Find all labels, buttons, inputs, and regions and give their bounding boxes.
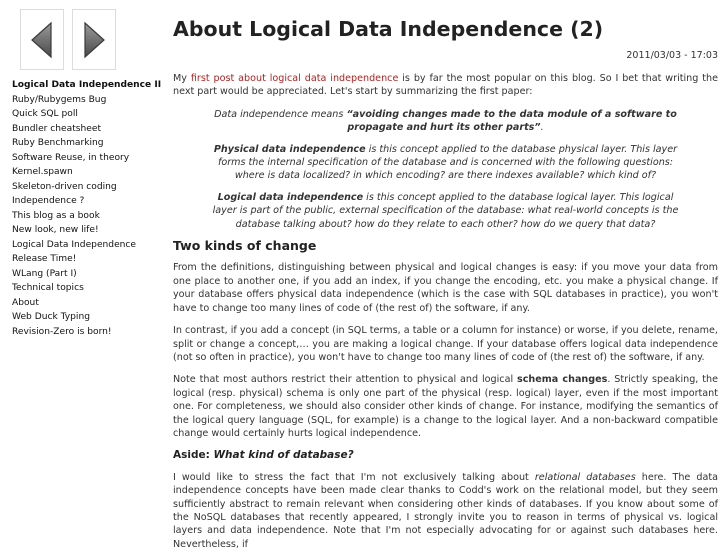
sidebar xyxy=(0,0,160,545)
sidebar-item[interactable]: Kernel.spawn xyxy=(12,167,73,177)
sidebar-item[interactable]: Bundler cheatsheet xyxy=(12,123,102,134)
intro-text-rest: is by far the most popular on this blog. So I bet that writing the next part would be appreciated. Let's start by summarizing the first paper: xyxy=(173,73,718,98)
quote-emphasis: “avoiding changes made to the data module of a software to propagate and hurt its other parts” xyxy=(346,108,677,134)
intro-text: My xyxy=(173,73,191,84)
aside-heading xyxy=(173,449,718,462)
sidebar-item[interactable]: Ruby/Rubygems Bug xyxy=(12,94,107,105)
chevron-left-icon xyxy=(29,21,55,59)
sidebar-item[interactable]: WLang (Part I) xyxy=(12,268,77,279)
chevron-right-icon xyxy=(81,21,107,59)
sidebar-item[interactable]: Ruby Benchmarking xyxy=(12,138,104,148)
paragraph-text: I would like to stress the fact that I'm not exclusively talking about xyxy=(173,471,535,483)
sidebar-item[interactable]: Web Duck Typing xyxy=(12,312,90,322)
next-post-button[interactable] xyxy=(72,9,116,70)
paragraph-text-rest: here. The data independence concepts have been made clear thanks to Codd's work on the relational model, but they seem sufficiently abstract to remain relevant when considering other kinds of databases. If you know about some of the NoSQL databases that recently appeared, I strongly invite you to reason in terms of physical vs. logical layers and data independence. Note that I'm not especially advocating for or against such databases here. Nevertheless, if xyxy=(173,471,718,550)
sidebar-item[interactable]: Logical Data Independence II xyxy=(12,80,162,90)
paragraph: In contrast, if you add a concept (in SQL terms, a table or a column for instance) or worse, if you delete, rename, split or change a concept,… you are making a logical change. If your database offers logical data independence (not so often in practice), you won't have to change too many lines of code of (the rest of) the software, if any. xyxy=(173,325,718,363)
quote-term: Physical data independence xyxy=(213,143,366,155)
sidebar-item[interactable]: New look, new life! xyxy=(12,225,99,235)
summary-quote-definition xyxy=(173,108,718,135)
quote-term: Logical data independence xyxy=(217,191,364,203)
previous-post-button[interactable] xyxy=(20,9,64,70)
paragraph-text-rest: . Strictly speaking, the logical (resp. physical) schema is only one part of the physical (resp. logical) layer, even if the most important one. For completeness, we should also consider other kinds of change. For instance, modifying the semantics of the logical query language (SQL, for example) is a change to the logical layer. And a non-backward compatible change would certainly hurts logical independence. xyxy=(173,374,719,439)
paragraph xyxy=(173,373,718,440)
quote-text-end: . xyxy=(540,122,544,134)
sidebar-item[interactable]: About xyxy=(12,297,39,308)
sidebar-item[interactable]: Quick SQL poll xyxy=(12,109,78,119)
paragraph: From the definitions, distinguishing between physical and logical changes is easy: if you move your data from one place to another one, if you add an index, if you change the encoding, etc. you make a physical change. If your database offers physical data independence (which is the case with SQL databases in practice), you won't have to change too many lines of code of (the rest of) the software, if any. xyxy=(173,262,718,314)
aside-label: Aside: xyxy=(173,449,214,462)
sidebar-item[interactable]: Technical topics xyxy=(12,283,84,293)
paragraph-text: Note that most authors restrict their attention to physical and logical xyxy=(173,374,518,386)
page-title: About Logical Data Independence (2) xyxy=(173,17,604,41)
intro-paragraph xyxy=(173,72,718,99)
post-date: 2011/03/03 - 17:03 xyxy=(626,50,718,61)
sidebar-item[interactable]: Release Time! xyxy=(12,254,77,264)
summary-quote-physical xyxy=(173,143,718,183)
quote-text: Data independence means xyxy=(214,108,347,120)
sidebar-item[interactable]: Software Reuse, in theory xyxy=(12,152,130,163)
aside-title: What kind of database? xyxy=(213,449,354,462)
first-post-link[interactable]: first post about logical data independence xyxy=(190,73,399,84)
paragraph-italic: relational databases xyxy=(534,471,636,483)
sidebar-menu xyxy=(12,78,161,339)
summary-quote-logical xyxy=(173,191,718,231)
quote-text: is this concept applied to the database logical layer. This logical layer is part of the public, external specification of the database: what real-world concepts is the database talking about? how do they relate to each other? how do we query that data? xyxy=(212,191,679,230)
article-content xyxy=(173,72,718,560)
sidebar-item[interactable]: Independence ? xyxy=(12,196,85,206)
sidebar-item[interactable]: This blog as a book xyxy=(12,210,100,221)
quote-text: is this concept applied to the database physical layer. This layer forms the internal specification of the database and is concerned with the following questions: where is data localized? in which encoding? are there indexes available? which kind of? xyxy=(217,143,678,182)
sidebar-item[interactable]: Skeleton-driven coding xyxy=(12,181,117,192)
sidebar-item[interactable]: Logical Data Independence xyxy=(12,239,137,250)
paragraph xyxy=(173,471,718,551)
paragraph-emphasis: schema changes xyxy=(517,374,608,386)
section-heading: Two kinds of change xyxy=(173,238,317,254)
post-navigation xyxy=(20,9,116,70)
sidebar-item[interactable]: Revision-Zero is born! xyxy=(12,326,112,337)
